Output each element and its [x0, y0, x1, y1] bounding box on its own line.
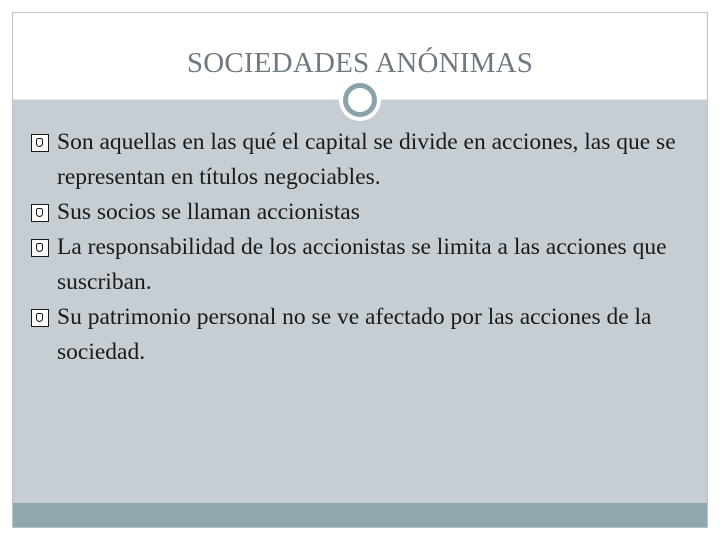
bullet-item: [31, 230, 681, 300]
bullet-list: [31, 125, 681, 370]
missing-glyph-icon: [31, 309, 49, 327]
bullet-text: La responsabilidad de los accionistas se limita a las acciones que suscriban.: [57, 234, 667, 295]
footer-bar: [13, 503, 707, 527]
bullet-item: [31, 300, 681, 370]
bullet-text: Sus socios se llaman accionistas: [57, 199, 360, 225]
missing-glyph-icon: [31, 134, 49, 152]
bullet-text: Son aquellas en las qué el capital se divide en acciones, las que se representan en títulos negociables.: [57, 129, 676, 190]
circle-ornament-icon: [343, 83, 377, 117]
slide-title: SOCIEDADES ANÓNIMAS: [186, 47, 534, 79]
bullet-item: [31, 195, 681, 230]
bullet-text: Su patrimonio personal no se ve afectado por las acciones de la sociedad.: [57, 304, 652, 365]
missing-glyph-icon: [31, 239, 49, 257]
bullet-item: [31, 125, 681, 195]
missing-glyph-icon: [31, 204, 49, 222]
